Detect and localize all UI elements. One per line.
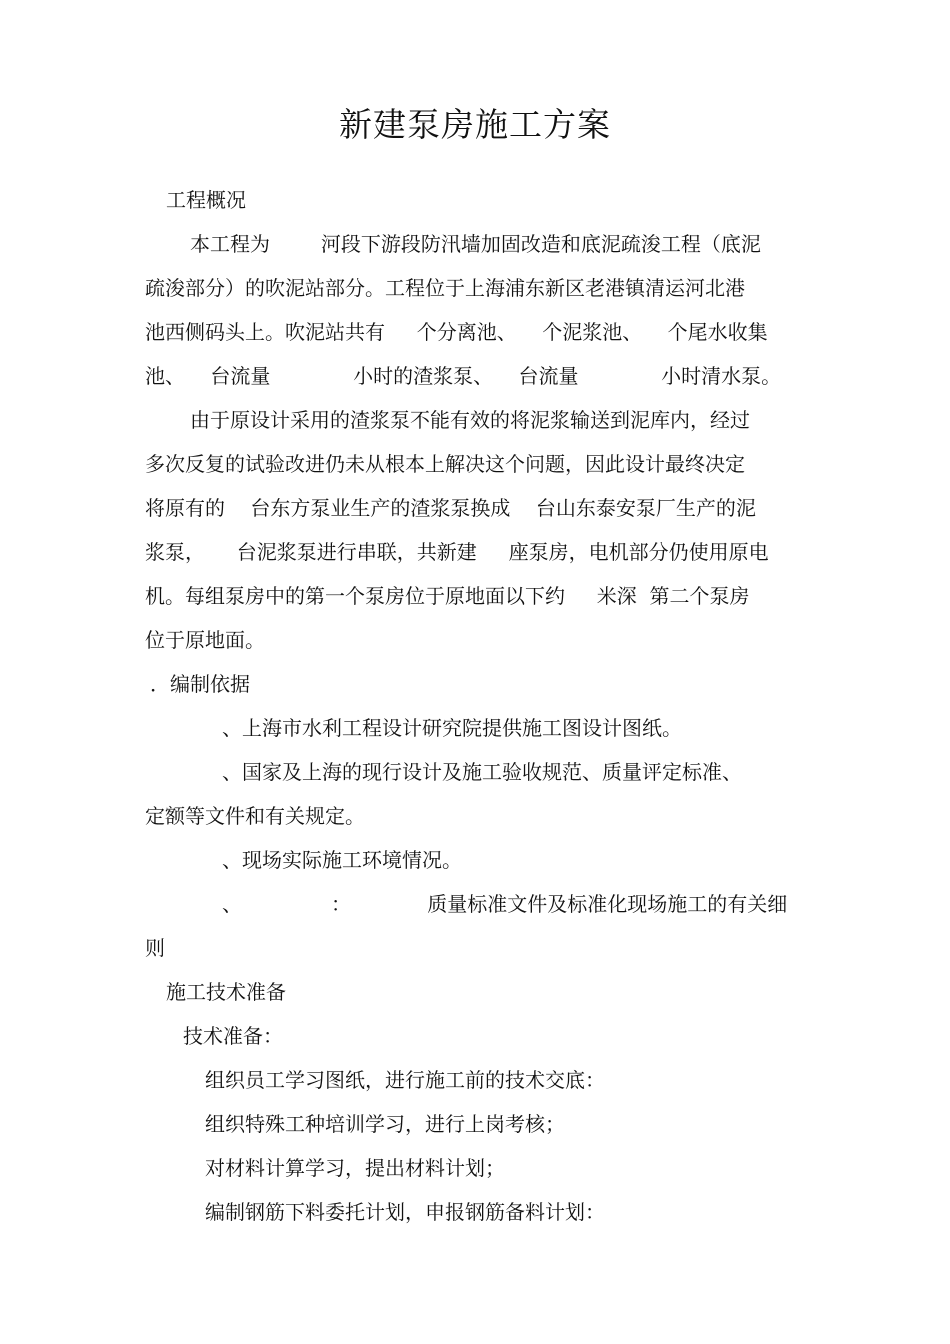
paragraph-line: 池、 台流量 小时的渣浆泵、 台流量 小时清水泵。 xyxy=(145,364,782,388)
section-heading-prep: 施工技术准备 xyxy=(166,980,286,1004)
paragraph-line: 浆泵， 台泥浆泵进行串联，共新建 座泵房，电机部分仍使用原电 xyxy=(145,540,769,564)
paragraph-line: 本工程为 河段下游段防汛墙加固改造和底泥疏浚工程（底泥 xyxy=(190,232,761,256)
document-title: 新建泵房施工方案 xyxy=(339,105,611,144)
section-heading-basis: ．编制依据 xyxy=(150,672,250,696)
paragraph-line: 机。每组泵房中的第一个泵房位于原地面以下约 米深 第二个泵房 xyxy=(145,584,750,608)
prep-item: 组织员工学习图纸，进行施工前的技术交底： xyxy=(205,1068,605,1092)
basis-item: 、 ： 质量标准文件及标准化现场施工的有关细 xyxy=(222,892,788,916)
basis-item: 、现场实际施工环境情况。 xyxy=(222,848,462,872)
subsection-heading: 技术准备： xyxy=(183,1024,283,1048)
paragraph-line: 池西侧码头上。吹泥站共有 个分离池、 个泥浆池、 个尾水收集 xyxy=(145,320,768,344)
basis-item-continuation: 则 xyxy=(145,936,165,960)
basis-item: 、上海市水利工程设计研究院提供施工图设计图纸。 xyxy=(222,716,682,740)
paragraph-line: 由于原设计采用的渣浆泵不能有效的将泥浆输送到泥库内，经过 xyxy=(190,408,750,432)
prep-item: 编制钢筋下料委托计划，申报钢筋备料计划： xyxy=(205,1200,605,1224)
paragraph-line: 位于原地面。 xyxy=(145,628,265,652)
paragraph-line: 将原有的 台东方泵业生产的渣浆泵换成 台山东泰安泵厂生产的泥 xyxy=(145,496,756,520)
prep-item: 组织特殊工种培训学习，进行上岗考核； xyxy=(205,1112,565,1136)
prep-item: 对材料计算学习，提出材料计划； xyxy=(205,1156,505,1180)
paragraph-line: 疏浚部分）的吹泥站部分。工程位于上海浦东新区老港镇清运河北港 xyxy=(145,276,745,300)
basis-item: 、国家及上海的现行设计及施工验收规范、质量评定标准、 xyxy=(222,760,742,784)
section-heading-overview: 工程概况 xyxy=(166,188,246,212)
paragraph-line: 多次反复的试验改进仍未从根本上解决这个问题，因此设计最终决定 xyxy=(145,452,745,476)
basis-item-continuation: 定额等文件和有关规定。 xyxy=(145,804,365,828)
